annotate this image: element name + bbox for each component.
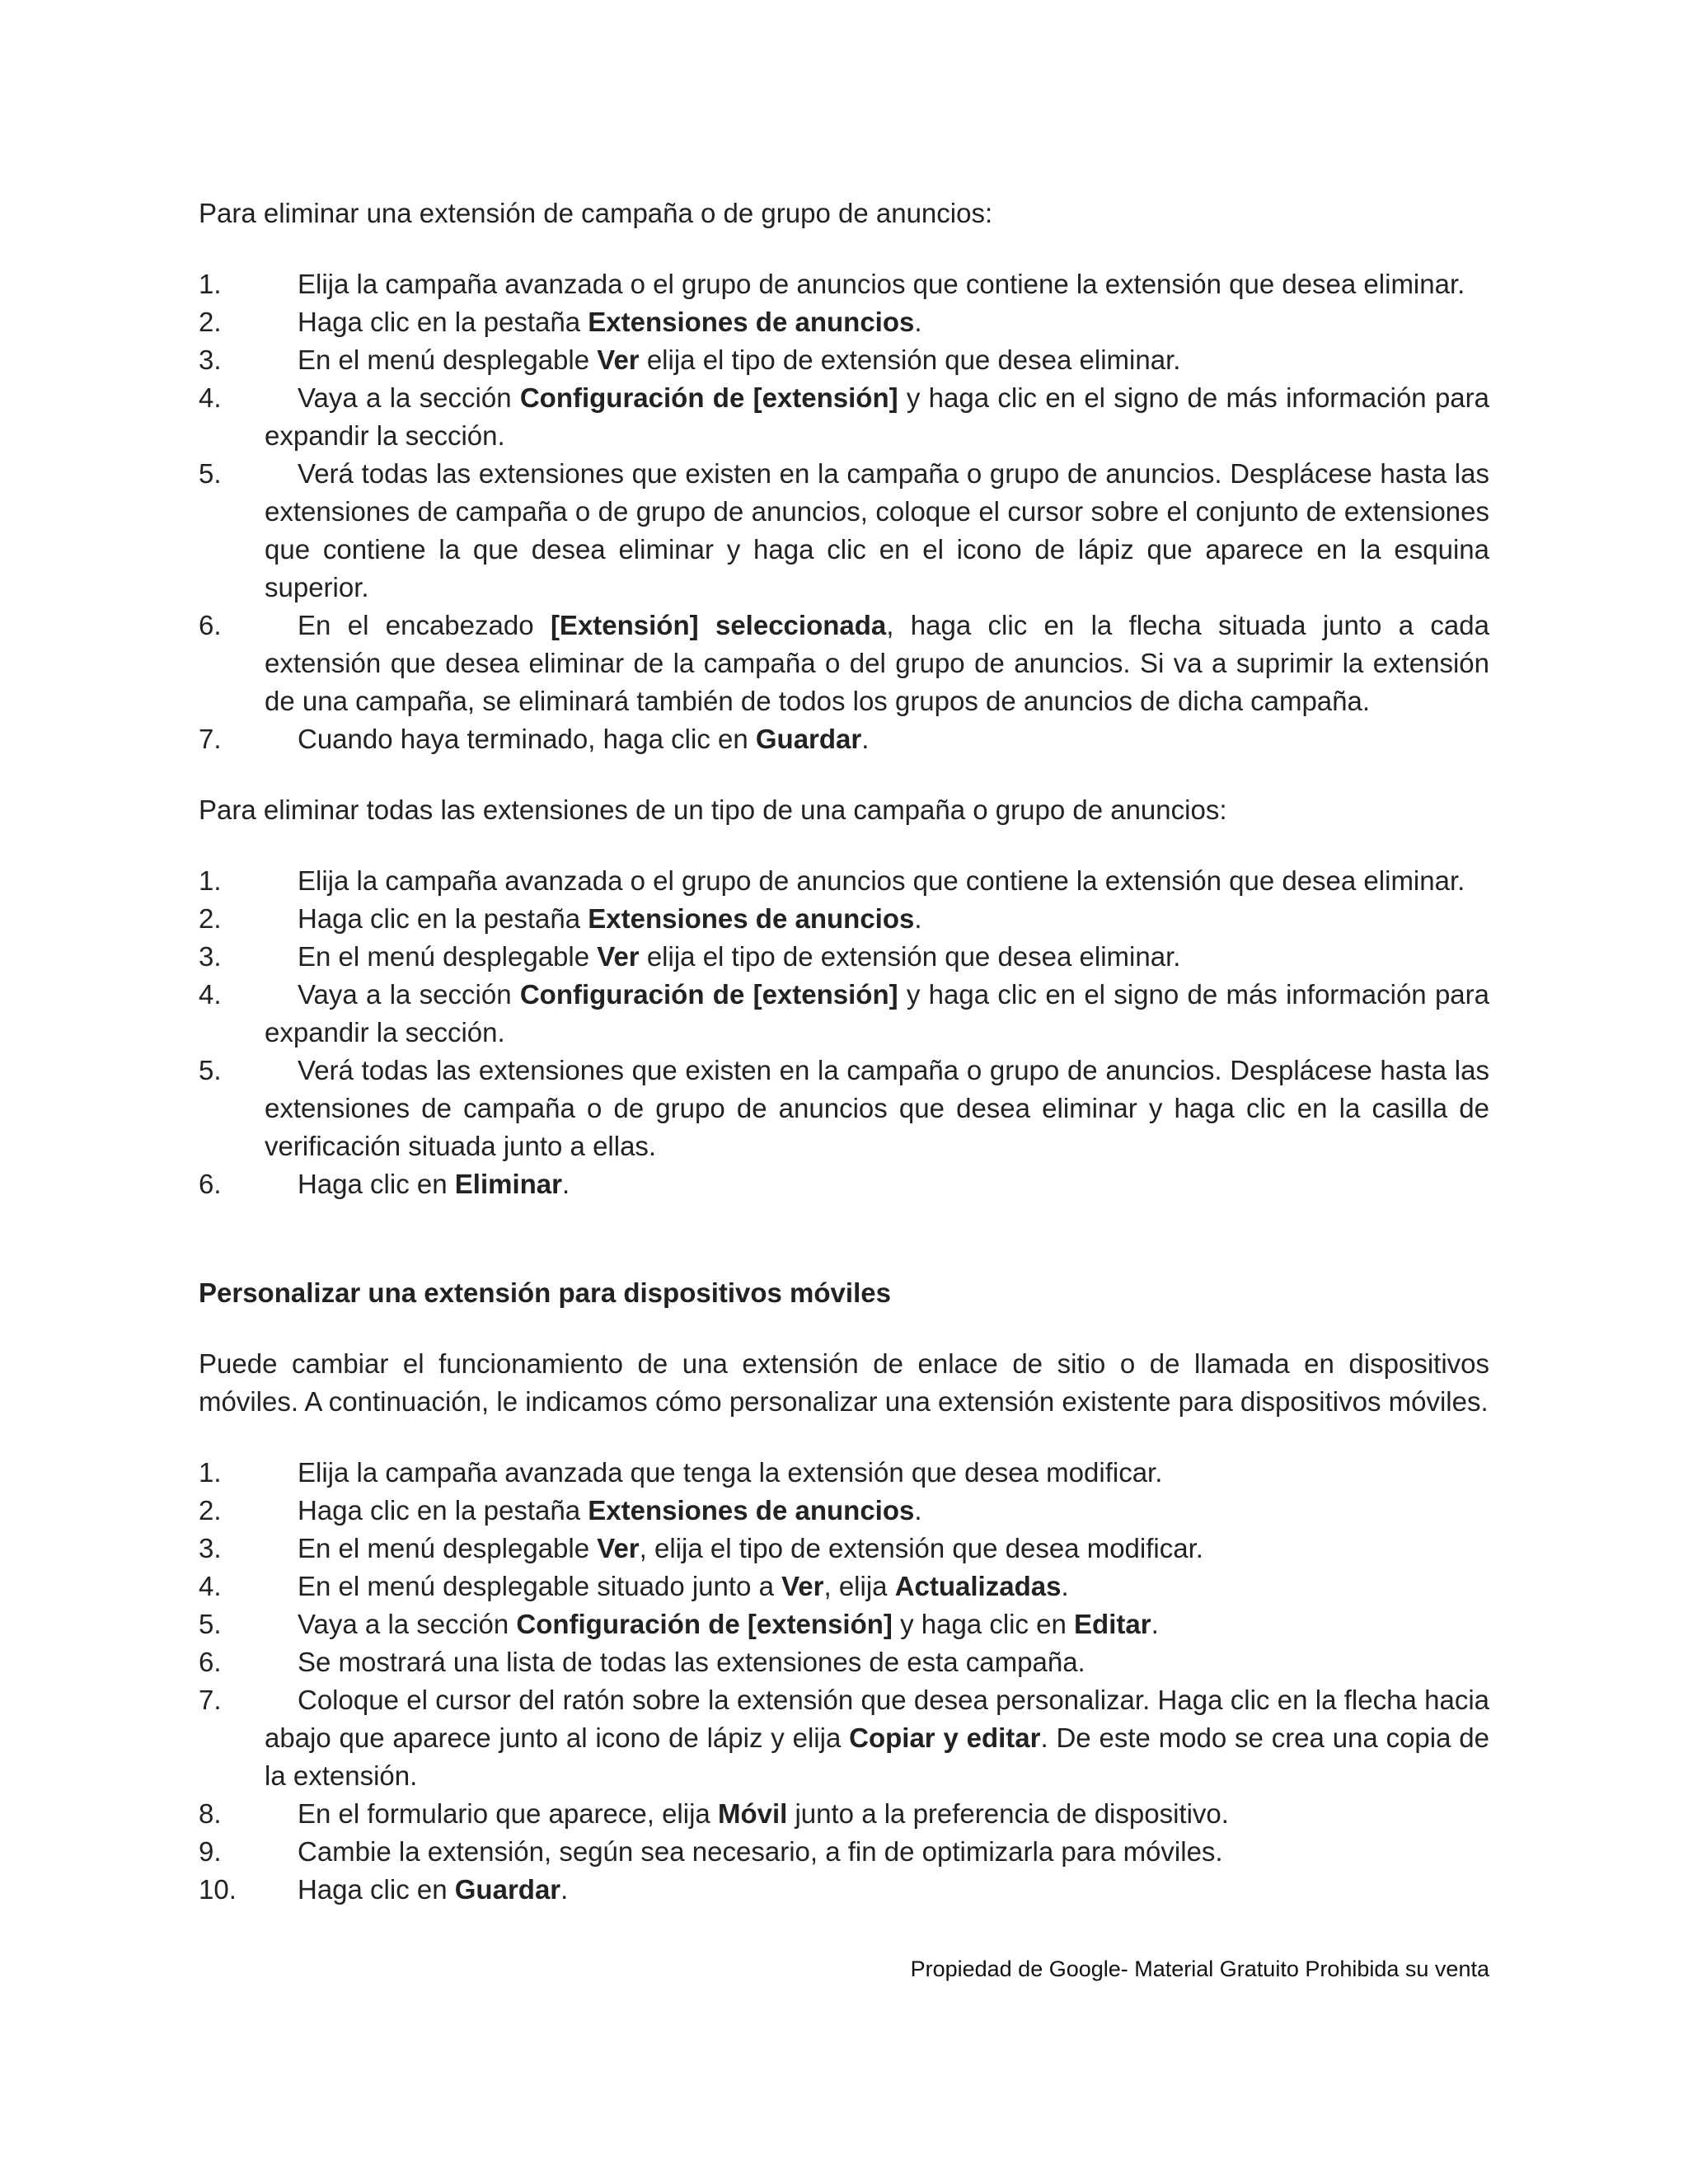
list-item	[199, 862, 1489, 900]
text-run: y haga clic en el signo de más información para expandir la sección.	[265, 979, 1489, 1047]
list-item-number: 9.	[199, 1836, 222, 1867]
list-item	[199, 1681, 1489, 1795]
text-run: .	[1061, 1571, 1069, 1601]
text-run: Cambie la extensión, según sea necesario, a fin de optimizarla para móviles.	[298, 1836, 1223, 1867]
text-run: Elija la campaña avanzada o el grupo de anuncios que contiene la extensión que desea eliminar.	[298, 269, 1465, 299]
list-item-number: 7.	[199, 724, 222, 754]
bold-term: Ver	[597, 344, 640, 375]
list-item-number: 8.	[199, 1798, 222, 1829]
list-item	[199, 720, 1489, 758]
list-item	[199, 1492, 1489, 1530]
list-item-text	[265, 1492, 1489, 1530]
section1-steps	[199, 265, 1489, 758]
text-run: Elija la campaña avanzada que tenga la extensión que desea modificar.	[298, 1457, 1163, 1488]
list-item-text	[265, 720, 1489, 758]
text-run: En el encabezado	[298, 610, 551, 640]
list-item-text	[265, 1568, 1489, 1605]
list-item	[199, 1871, 1489, 1909]
text-run: .	[914, 903, 922, 934]
list-item-number: 1.	[199, 865, 222, 896]
bold-term: Móvil	[717, 1798, 788, 1829]
bold-term: Copiar y editar	[849, 1722, 1041, 1753]
document-page	[199, 194, 1489, 1909]
list-item-number: 4.	[199, 1571, 222, 1601]
bold-term: Guardar	[755, 724, 862, 754]
list-item-text	[265, 900, 1489, 938]
list-item-number: 1.	[199, 1457, 222, 1488]
list-item-text	[265, 1681, 1489, 1795]
text-run: Haga clic en	[298, 1874, 455, 1905]
list-item-text	[265, 1795, 1489, 1833]
bold-term: Configuración de [extensión]	[519, 979, 898, 1010]
bold-term: [Extensión] seleccionada	[550, 610, 887, 640]
text-run: , elija	[823, 1571, 895, 1601]
list-item	[199, 1568, 1489, 1605]
list-item-text	[265, 938, 1489, 976]
list-item	[199, 379, 1489, 455]
list-item	[199, 303, 1489, 341]
text-run: elija el tipo de extensión que desea eliminar.	[639, 344, 1181, 375]
text-run: Haga clic en	[298, 1169, 455, 1199]
list-item-number: 3.	[199, 344, 222, 375]
text-run: Haga clic en la pestaña	[298, 307, 588, 337]
list-item-text	[265, 265, 1489, 303]
text-run: . De este modo se crea una copia de la extensión.	[265, 1722, 1489, 1791]
list-item-number: 3.	[199, 1533, 222, 1563]
section2-steps	[199, 862, 1489, 1203]
list-item	[199, 1530, 1489, 1568]
text-run: En el menú desplegable	[298, 1533, 598, 1563]
list-item	[199, 1795, 1489, 1833]
list-item-text	[265, 1052, 1489, 1165]
text-run: .	[914, 307, 922, 337]
bold-term: Editar	[1074, 1609, 1151, 1639]
text-run: Haga clic en la pestaña	[298, 1495, 588, 1526]
list-item-text	[265, 341, 1489, 379]
list-item-text	[265, 1454, 1489, 1492]
list-item-text	[265, 1530, 1489, 1568]
list-item	[199, 1454, 1489, 1492]
text-run: Vaya a la sección	[298, 979, 520, 1010]
text-run: Elija la campaña avanzada o el grupo de anuncios que contiene la extensión que desea eliminar.	[298, 865, 1465, 896]
list-item	[199, 1165, 1489, 1203]
text-run: Vaya a la sección	[298, 382, 520, 413]
bold-term: Ver	[781, 1571, 824, 1601]
bold-term: Eliminar	[454, 1169, 562, 1199]
text-run: En el menú desplegable situado junto a	[298, 1571, 782, 1601]
section3-heading: Personalizar una extensión para dispositivos móviles	[199, 1277, 891, 1308]
list-item-text	[265, 303, 1489, 341]
list-item	[199, 265, 1489, 303]
text-run: Cuando haya terminado, haga clic en	[298, 724, 756, 754]
section1-intro: Para eliminar una extensión de campaña o de grupo de anuncios:	[199, 198, 993, 228]
list-item-text	[265, 862, 1489, 900]
list-item-number: 2.	[199, 307, 222, 337]
list-item	[199, 976, 1489, 1052]
bold-term: Extensiones de anuncios	[588, 1495, 915, 1526]
text-run: En el formulario que aparece, elija	[298, 1798, 718, 1829]
bold-term: Guardar	[454, 1874, 561, 1905]
text-run: En el menú desplegable	[298, 344, 598, 375]
bold-term: Ver	[597, 941, 640, 972]
text-run: elija el tipo de extensión que desea eliminar.	[639, 941, 1181, 972]
text-run: Verá todas las extensiones que existen en la campaña o grupo de anuncios. Desplácese hasta las extensiones de campaña o de grupo de anuncios que desea eliminar y haga clic en la casilla de verificación situada junto a ellas.	[265, 1055, 1489, 1161]
text-run: , elija el tipo de extensión que desea modificar.	[639, 1533, 1203, 1563]
text-run: Se mostrará una lista de todas las extensiones de esta campaña.	[298, 1647, 1085, 1677]
list-item-number: 10.	[199, 1874, 237, 1905]
list-item-text	[265, 379, 1489, 455]
bold-term: Extensiones de anuncios	[588, 903, 915, 934]
list-item-number: 6.	[199, 1647, 222, 1677]
list-item	[199, 900, 1489, 938]
section2-intro: Para eliminar todas las extensiones de un tipo de una campaña o grupo de anuncios:	[199, 794, 1227, 825]
list-item-number: 4.	[199, 979, 222, 1010]
list-item-number: 2.	[199, 1495, 222, 1526]
list-item-text	[265, 1643, 1489, 1681]
text-run: Haga clic en la pestaña	[298, 903, 588, 934]
list-item-number: 4.	[199, 382, 222, 413]
list-item-number: 1.	[199, 269, 222, 299]
list-item-text	[265, 1871, 1489, 1909]
text-run: junto a la preferencia de dispositivo.	[787, 1798, 1229, 1829]
bold-term: Ver	[597, 1533, 640, 1563]
text-run: , haga clic en la flecha situada junto a cada extensión que desea eliminar de la campaña o del grupo de anuncios. Si va a suprimir la extensión de una campaña, se eliminará también de todos los grupos de anuncios de dicha campaña.	[265, 610, 1489, 716]
bold-term: Extensiones de anuncios	[588, 307, 915, 337]
list-item-text	[265, 1833, 1489, 1871]
bold-term: Configuración de [extensión]	[516, 1609, 893, 1639]
list-item	[199, 1605, 1489, 1643]
list-item	[199, 1833, 1489, 1871]
text-run: Vaya a la sección	[298, 1609, 517, 1639]
text-run: En el menú desplegable	[298, 941, 598, 972]
list-item	[199, 455, 1489, 607]
text-run: Coloque el cursor del ratón sobre la extensión que desea personalizar. Haga clic en la flecha hacia abajo que aparece junto al icono de lápiz y elija	[265, 1685, 1489, 1753]
text-run: .	[560, 1874, 569, 1905]
list-item-number: 7.	[199, 1685, 222, 1715]
section3-intro: Puede cambiar el funcionamiento de una extensión de enlace de sitio o de llamada en dispositivos móviles. A continuación, le indicamos cómo personalizar una extensión existente para dispositivos móviles.	[199, 1348, 1489, 1417]
text-run: Verá todas las extensiones que existen en la campaña o grupo de anuncios. Desplácese hasta las extensiones de campaña o de grupo de anuncios, coloque el cursor sobre el conjunto de extensiones que contiene la que desea eliminar y haga clic en el icono de lápiz que aparece en la esquina superior.	[265, 458, 1489, 602]
list-item-number: 5.	[199, 1055, 222, 1085]
section3-steps	[199, 1454, 1489, 1909]
page-footer: Propiedad de Google- Material Gratuito Prohibida su venta	[910, 1957, 1489, 1981]
list-item-text	[265, 1165, 1489, 1203]
list-item-number: 5.	[199, 458, 222, 489]
bold-term: Configuración de [extensión]	[519, 382, 898, 413]
text-run: y haga clic en el signo de más información para expandir la sección.	[265, 382, 1489, 451]
list-item-text	[265, 455, 1489, 607]
text-run: .	[914, 1495, 922, 1526]
text-run: y haga clic en	[892, 1609, 1075, 1639]
text-run: .	[1151, 1609, 1159, 1639]
text-run: .	[861, 724, 870, 754]
list-item-text	[265, 976, 1489, 1052]
list-item	[199, 341, 1489, 379]
list-item-number: 6.	[199, 1169, 222, 1199]
list-item	[199, 1643, 1489, 1681]
list-item	[199, 607, 1489, 720]
text-run: .	[561, 1169, 570, 1199]
list-item-text	[265, 1605, 1489, 1643]
list-item	[199, 938, 1489, 976]
list-item	[199, 1052, 1489, 1165]
list-item-number: 2.	[199, 903, 222, 934]
bold-term: Actualizadas	[894, 1571, 1062, 1601]
list-item-number: 6.	[199, 610, 222, 640]
list-item-text	[265, 607, 1489, 720]
list-item-number: 5.	[199, 1609, 222, 1639]
list-item-number: 3.	[199, 941, 222, 972]
